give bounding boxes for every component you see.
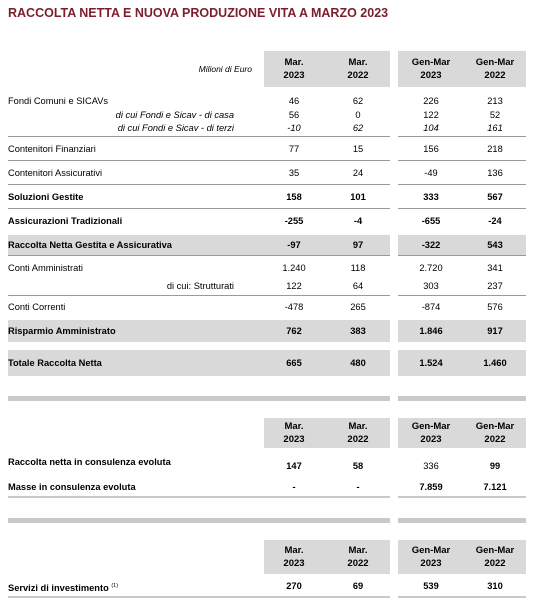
cell: 576 xyxy=(487,302,503,312)
table-row-total xyxy=(8,350,526,376)
col-header: Gen-Mar 2022 xyxy=(475,545,515,569)
cell: - xyxy=(292,482,296,492)
row-divider xyxy=(8,208,526,209)
table-row xyxy=(8,141,526,157)
cell: 917 xyxy=(487,326,503,336)
col-header: Mar. 2023 xyxy=(283,545,305,569)
row-divider xyxy=(8,255,526,256)
cell: 69 xyxy=(352,581,364,591)
cell: 64 xyxy=(352,281,364,291)
table-row xyxy=(8,260,526,276)
col-header: Gen-Mar 2023 xyxy=(411,545,451,569)
cell: 480 xyxy=(350,358,366,368)
row-divider xyxy=(8,136,526,137)
cell: -255 xyxy=(284,216,304,226)
row-label: Servizi di investimento $^{(1)}$ xyxy=(8,583,119,593)
cell: 58 xyxy=(352,461,364,471)
cell: 226 xyxy=(423,96,439,106)
cell: 101 xyxy=(350,192,366,202)
row-label: Raccolta netta in consulenza evoluta xyxy=(8,457,171,467)
row-label: Raccolta Netta Gestita e Assicurativa xyxy=(8,240,172,250)
row-label: Fondi Comuni e SICAVs xyxy=(8,96,109,106)
row-label: Assicurazioni Tradizionali xyxy=(8,216,123,226)
cell: -97 xyxy=(287,240,301,250)
cell: -24 xyxy=(488,216,502,226)
cell: 147 xyxy=(286,461,302,471)
cell: 213 xyxy=(487,96,503,106)
page-title: RACCOLTA NETTA E NUOVA PRODUZIONE VITA A MARZO 2023 xyxy=(8,6,389,20)
cell: 161 xyxy=(487,123,503,133)
col-header: Gen-Mar 2023 xyxy=(411,57,451,81)
table-row xyxy=(8,299,526,315)
cell: 310 xyxy=(487,581,503,591)
row-divider xyxy=(8,295,526,296)
table-row xyxy=(8,165,526,181)
table-row-highlight xyxy=(8,320,526,342)
cell: -4 xyxy=(353,216,363,226)
col-header: Mar. 2022 xyxy=(347,421,369,445)
row-label: Conti Amministrati xyxy=(8,263,83,273)
cell: 77 xyxy=(288,144,300,154)
cell: 46 xyxy=(288,96,300,106)
footnote-marker: (1) xyxy=(111,583,119,589)
table-row xyxy=(8,189,526,205)
cell: 1.846 xyxy=(419,326,443,336)
cell: 665 xyxy=(286,358,302,368)
table-row xyxy=(8,454,526,476)
cell: 35 xyxy=(288,168,300,178)
units-label: Milioni di Euro xyxy=(198,64,252,74)
table-row-highlight xyxy=(8,235,526,255)
cell: 158 xyxy=(286,192,302,202)
cell: 122 xyxy=(423,110,439,120)
col-header: Mar. 2023 xyxy=(283,57,305,81)
cell: 1.460 xyxy=(483,358,507,368)
cell: 15 xyxy=(352,144,364,154)
cell: -655 xyxy=(421,216,441,226)
cell: 1.240 xyxy=(282,263,306,273)
cell: 52 xyxy=(489,110,501,120)
col-header: Mar. 2022 xyxy=(347,545,369,569)
table-row xyxy=(8,108,526,122)
cell: 218 xyxy=(487,144,503,154)
cell: -322 xyxy=(421,240,441,250)
cell: 0 xyxy=(355,110,361,120)
cell: 762 xyxy=(286,326,302,336)
row-label: di cui Fondi e Sicav - di terzi xyxy=(117,123,234,133)
cell: 156 xyxy=(423,144,439,154)
cell: 1.524 xyxy=(419,358,443,368)
cell: 62 xyxy=(352,96,364,106)
table-row xyxy=(8,213,526,229)
cell: 62 xyxy=(352,123,364,133)
cell: 104 xyxy=(423,123,439,133)
row-label: Masse in consulenza evoluta xyxy=(8,482,136,492)
cell: 2.720 xyxy=(419,263,443,273)
col-header: Mar. 2022 xyxy=(347,57,369,81)
table-row xyxy=(8,278,526,294)
cell: 383 xyxy=(350,326,366,336)
table-row xyxy=(8,93,526,109)
cell: 99 xyxy=(489,461,501,471)
row-label: di cui Fondi e Sicav - di casa xyxy=(115,110,234,120)
row-label: Conti Correnti xyxy=(8,302,66,312)
col-header: Gen-Mar 2022 xyxy=(475,57,515,81)
col-header: Gen-Mar 2023 xyxy=(411,421,451,445)
cell: 303 xyxy=(423,281,439,291)
cell: 333 xyxy=(423,192,439,202)
cell: 56 xyxy=(288,110,300,120)
row-divider xyxy=(8,496,526,498)
row-label: Risparmio Amministrato xyxy=(8,326,116,336)
cell: 336 xyxy=(423,461,439,471)
cell: 97 xyxy=(352,240,364,250)
table-row xyxy=(8,479,526,495)
cell: 270 xyxy=(286,581,302,591)
col-header: Mar. 2023 xyxy=(283,421,305,445)
cell: - xyxy=(356,482,360,492)
row-label: Totale Raccolta Netta xyxy=(8,358,102,368)
section-divider xyxy=(8,518,526,523)
row-label: Contenitori Assicurativi xyxy=(8,168,103,178)
cell: 7.121 xyxy=(483,482,507,492)
column-gap xyxy=(390,40,398,600)
section-divider xyxy=(8,396,526,401)
cell: 543 xyxy=(487,240,503,250)
cell: 265 xyxy=(350,302,366,312)
table-row xyxy=(8,578,526,594)
cell: 567 xyxy=(487,192,503,202)
cell: -874 xyxy=(421,302,441,312)
cell: 136 xyxy=(487,168,503,178)
cell: 24 xyxy=(352,168,364,178)
row-divider xyxy=(8,596,526,598)
cell: 7.859 xyxy=(419,482,443,492)
cell: -49 xyxy=(424,168,438,178)
col-header: Gen-Mar 2022 xyxy=(475,421,515,445)
row-divider xyxy=(8,160,526,161)
row-label: Contenitori Finanziari xyxy=(8,144,96,154)
row-label: di cui: Strutturati xyxy=(166,281,234,291)
row-label: Soluzioni Gestite xyxy=(8,192,84,202)
cell: -10 xyxy=(287,123,301,133)
table-row xyxy=(8,121,526,135)
cell: 122 xyxy=(286,281,302,291)
cell: 539 xyxy=(423,581,439,591)
row-divider xyxy=(8,184,526,185)
cell: 118 xyxy=(350,263,366,273)
cell: -478 xyxy=(284,302,304,312)
cell: 341 xyxy=(487,263,503,273)
cell: 237 xyxy=(487,281,503,291)
